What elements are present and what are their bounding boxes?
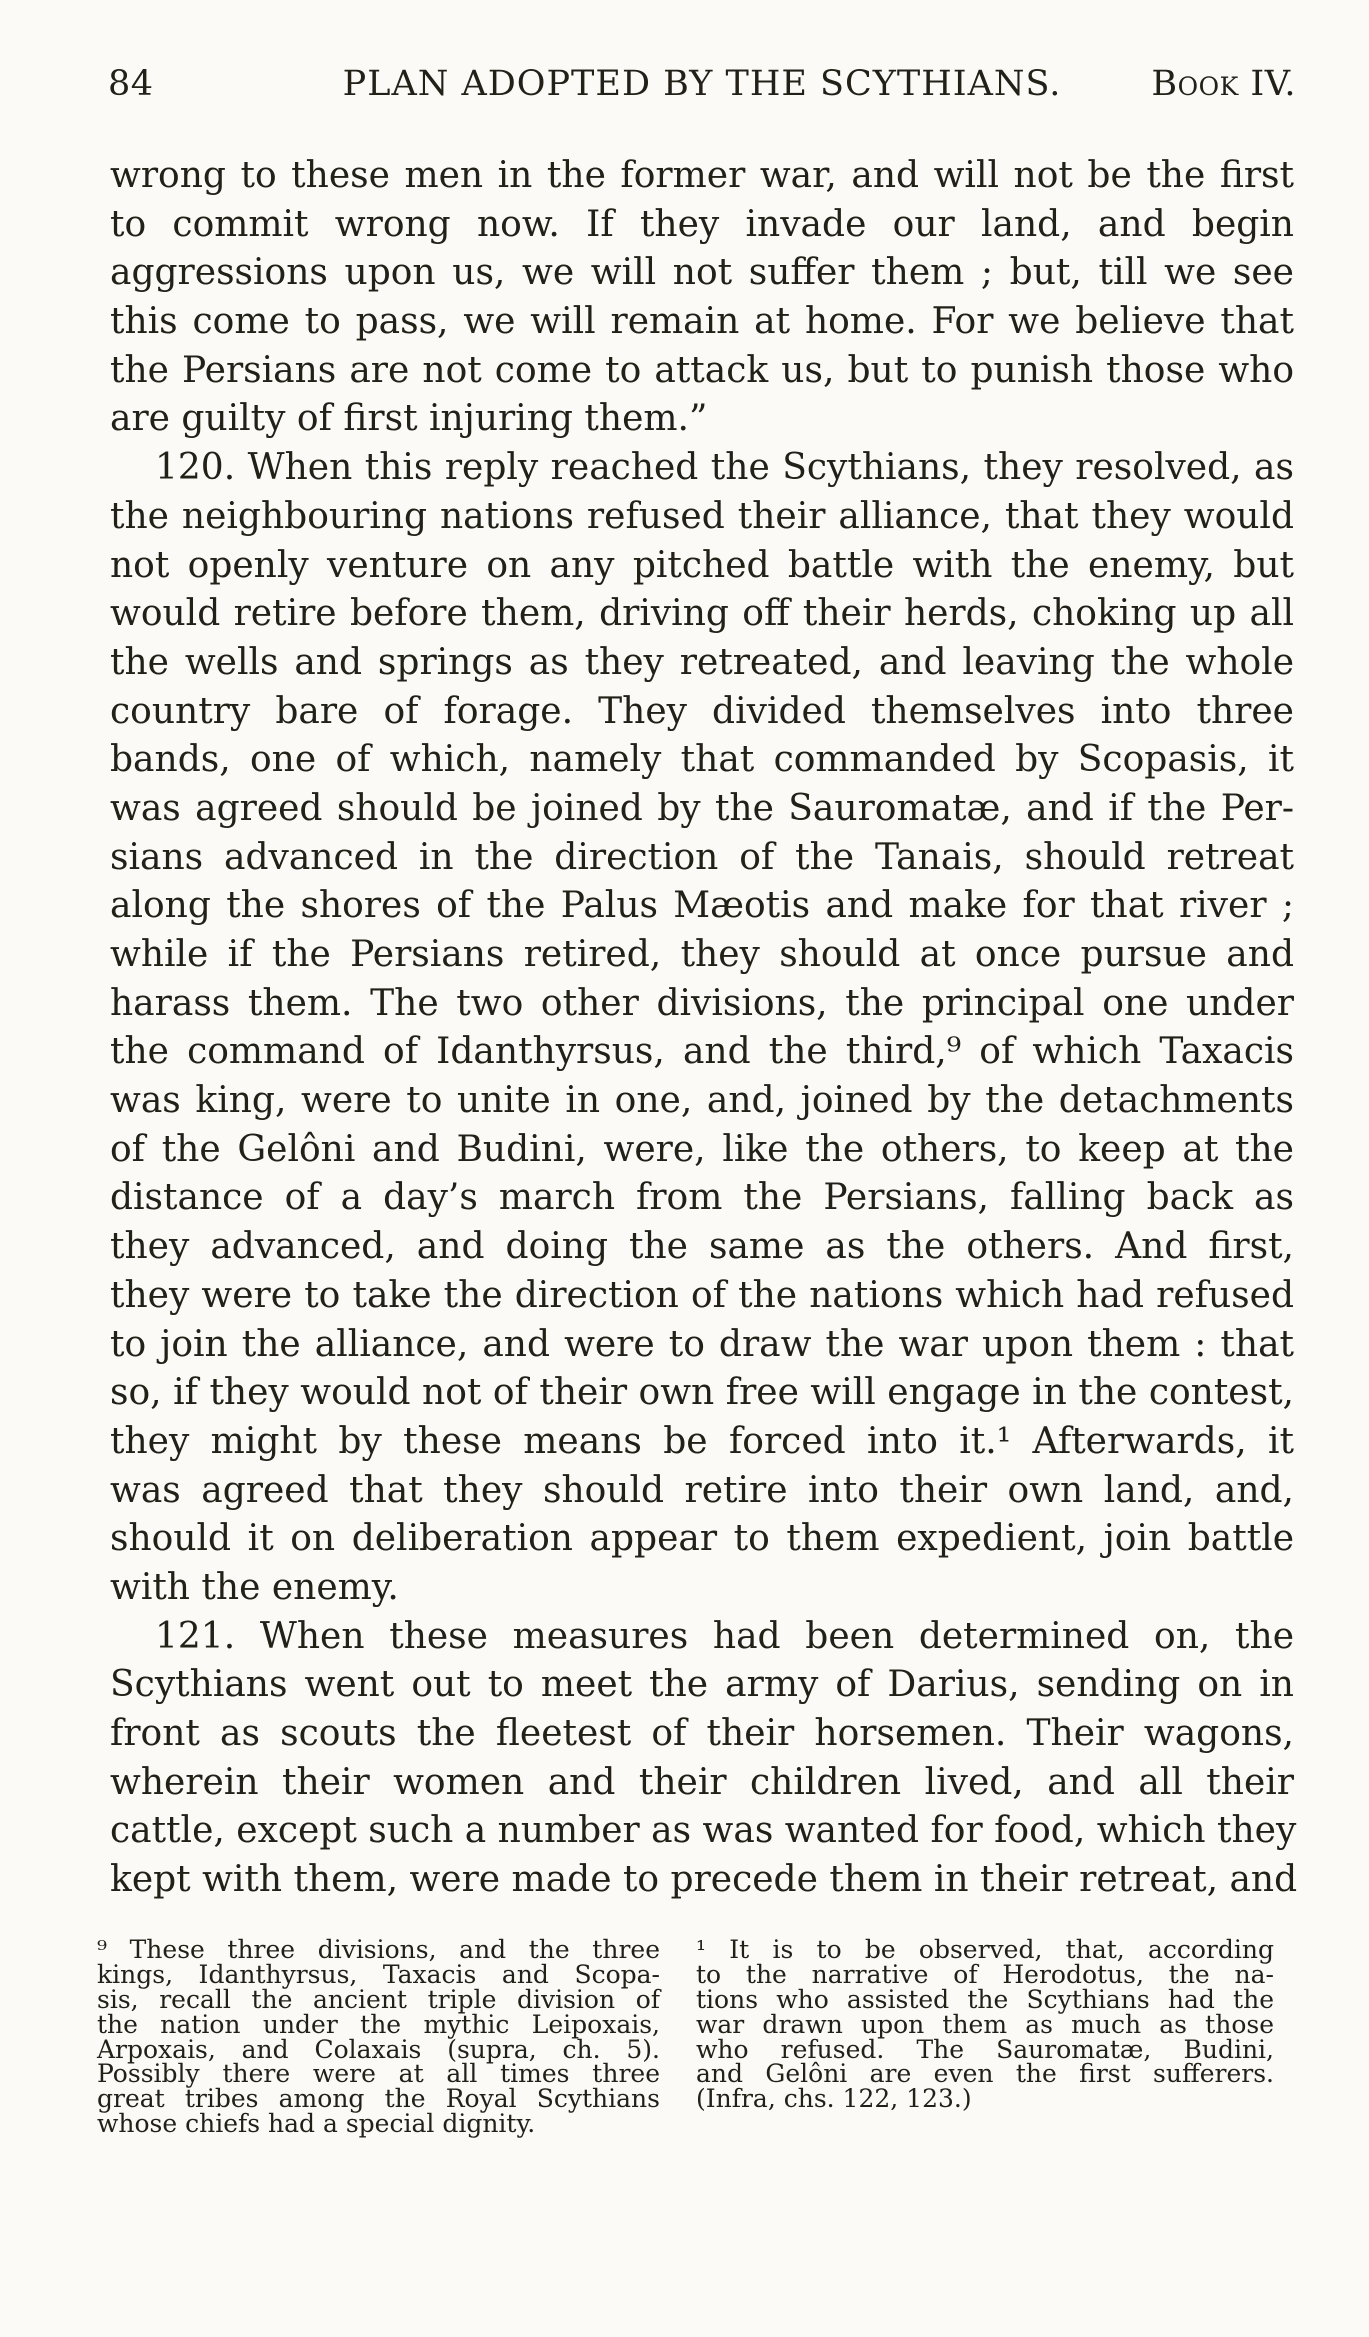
main-text [110, 152, 1298, 1905]
text-line: front as scouts the fleetest of their horsemen. Their wagons, [110, 1713, 1294, 1754]
footnote-line: ⁹ These three divisions, and the three [97, 1935, 660, 1964]
footnote-line: great tribes among the Royal Scythians [97, 2084, 660, 2114]
text-line: along the shores of the Palus Mæotis and make for that river ; [110, 885, 1294, 927]
text-line: country bare of forage. They divided themselves into three [110, 690, 1294, 732]
text-line: to join the alliance, and were to draw the war upon them : that [110, 1323, 1294, 1365]
page-number: 84 [108, 64, 154, 104]
text-line: so, if they would not of their own free will engage in the contest, [110, 1372, 1294, 1414]
footnote-line: Arpoxais, and Colaxais (supra, ch. 5). [97, 2034, 660, 2064]
text-line: while if the Persians retired, they should at once pursue and [110, 934, 1294, 975]
footnote-line: the nation under the mythic Leipoxais, [97, 2009, 660, 2039]
text-line: was agreed should be joined by the Sauromatæ, and if the Per- [110, 787, 1294, 829]
text-line: 120. When this reply reached the Scythians, they resolved, as [155, 447, 1294, 489]
running-head [108, 64, 1296, 124]
text-line: the Persians are not come to attack us, but to punish those who [110, 349, 1294, 391]
text-line: would retire before them, driving off their herds, choking up all [110, 593, 1294, 635]
text-line: the wells and springs as they retreated, and leaving the whole [110, 641, 1294, 683]
text-line: wherein their women and their children lived, and all their [110, 1761, 1294, 1803]
footnote-9 [97, 1935, 660, 2139]
footnote-1 [696, 1935, 1274, 2114]
text-line: not openly venture on any pitched battle with the enemy, but [110, 544, 1294, 586]
running-title: PLAN ADOPTED BY THE SCYTHIANS. [342, 64, 1062, 104]
footnote-line: war drawn upon them as much as those [696, 2009, 1274, 2039]
text-line: harass them. The two other divisions, the principal one under [110, 982, 1294, 1024]
text-line: the command of Idanthyrsus, and the third,⁹ of which Taxacis [110, 1031, 1294, 1073]
footnote-line: kings, Idanthyrsus, Taxacis and Scopa- [97, 1959, 660, 1989]
text-line: distance of a day’s march from the Persians, falling back as [110, 1177, 1294, 1219]
footnote-line: sis, recall the ancient triple division of [97, 1984, 660, 2014]
text-line: Scythians went out to meet the army of Darius, sending on in [110, 1664, 1294, 1706]
footnote-line: ¹ It is to be observed, that, according [696, 1935, 1274, 1964]
footnote-line: whose chiefs had a special dignity. [97, 2109, 536, 2139]
footnote-line: to the narrative of Herodotus, the na- [696, 1959, 1274, 1989]
footnote-line: who refused. The Sauromatæ, Budini, [696, 2034, 1274, 2064]
text-line: sians advanced in the direction of the Tanais, should retreat [110, 836, 1294, 878]
text-line: they might by these means be forced into it.¹ Afterwards, it [110, 1420, 1294, 1462]
text-line: 121. When these measures had been determined on, the [155, 1615, 1294, 1657]
text-line: the neighbouring nations refused their alliance, that they would [110, 495, 1294, 537]
text-line: kept with them, were made to precede them in their retreat, and [110, 1859, 1298, 1901]
text-line: was agreed that they should retire into their own land, and, [110, 1469, 1294, 1511]
text-line: they were to take the direction of the nations which had refused [110, 1274, 1294, 1316]
text-line: bands, one of which, namely that commanded by Scopasis, it [110, 739, 1294, 781]
text-line: they advanced, and doing the same as the others. And first, [110, 1226, 1294, 1268]
text-line: should it on deliberation appear to them expedient, join battle [110, 1518, 1294, 1560]
text-line: are guilty of first injuring them.” [110, 398, 708, 440]
book-label: Book IV. [1151, 64, 1296, 104]
footnote-line: tions who assisted the Scythians had the [696, 1984, 1274, 2014]
text-line: of the Gelôni and Budini, were, like the others, to keep at the [110, 1128, 1294, 1170]
text-line: this come to pass, we will remain at home. For we believe that [110, 301, 1294, 343]
text-line: to commit wrong now. If they invade our land, and begin [110, 203, 1294, 245]
text-line: aggressions upon us, we will not suffer them ; but, till we see [110, 252, 1294, 294]
text-line: was king, were to unite in one, and, joined by the detachments [110, 1080, 1294, 1122]
footnote-line: and Gelôni are even the first sufferers. [696, 2059, 1274, 2089]
text-line: cattle, except such a number as was wanted for food, which they [110, 1810, 1297, 1852]
footnote-line: Possibly there were at all times three [97, 2059, 660, 2089]
text-line: wrong to these men in the former war, and will not be the first [110, 155, 1294, 196]
footnote-line: (Infra, chs. 122, 123.) [696, 2084, 972, 2114]
text-line: with the enemy. [110, 1566, 399, 1608]
